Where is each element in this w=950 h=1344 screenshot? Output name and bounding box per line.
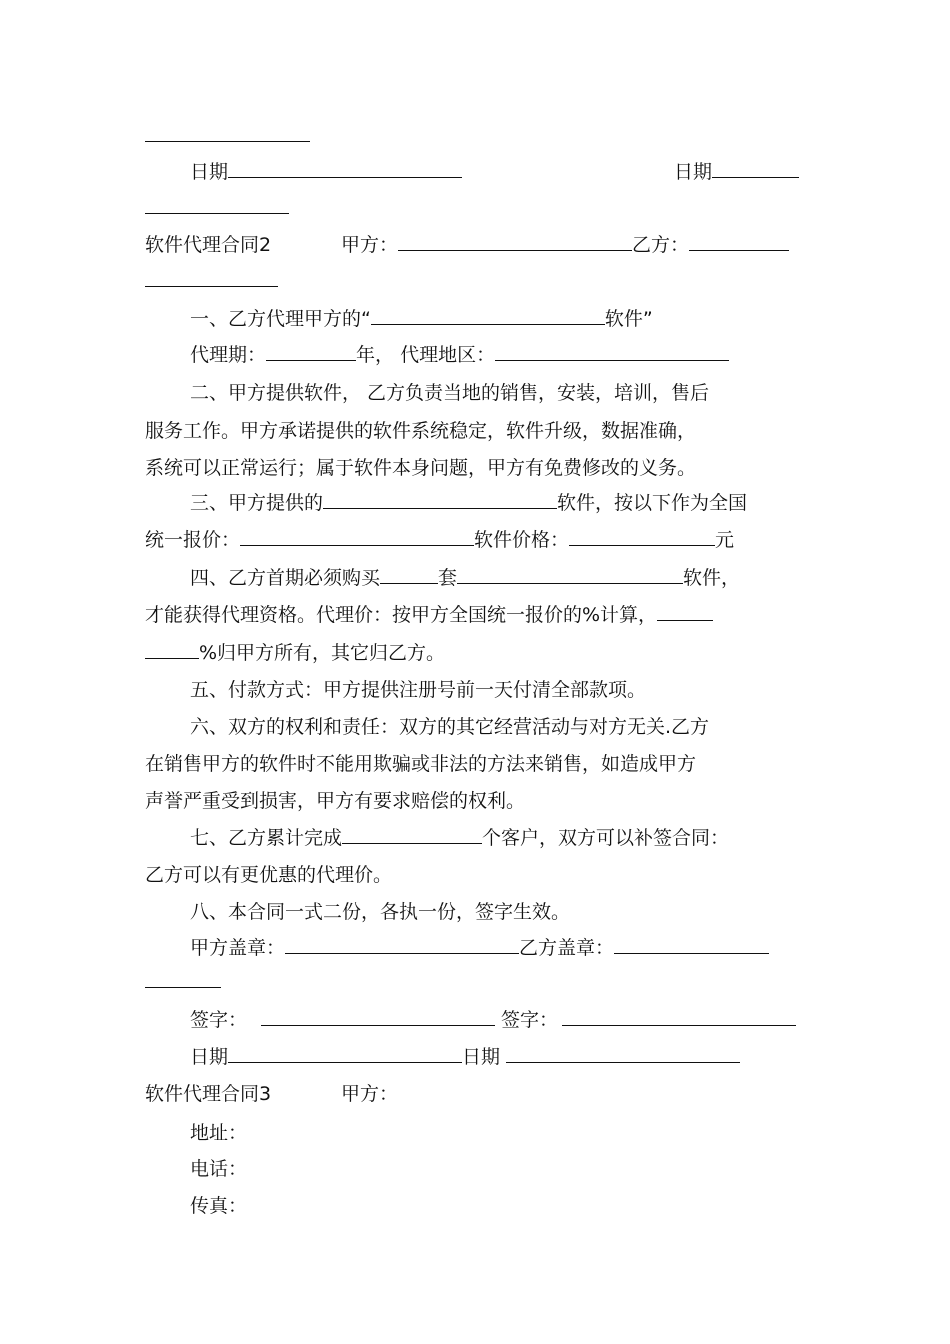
clause-1 [190,307,855,331]
date-label-b: 日期 [674,161,713,183]
phone-label: 电话： [190,1158,248,1180]
clause-4-line-2 [145,603,810,627]
clause-7-text-b: 个客户，双方可以补签合同： [482,827,730,849]
clause-6-line-3: 声誉严重受到损害，甲方有要求赔偿的权利。 [145,790,526,812]
region-label: 代理地区： [400,344,496,366]
contract3-heading: 软件代理合同3 [145,1083,272,1105]
clause-1-text-a: 一、乙方代理甲方的“ [190,308,371,330]
clause-4-line-1 [190,566,855,590]
blank-line [145,124,810,148]
blank-line [145,970,810,994]
sign-label-b: 签字： [501,1009,559,1031]
year-label: 年， [356,344,395,366]
period-label: 代理期： [190,344,267,366]
sign-row [190,1008,855,1032]
clause-3-text-c: 统一报价： [145,529,241,551]
clause-4-line-3 [145,641,810,665]
clause-4-text-c: 软件， [683,567,741,589]
party-a-seal-label: 甲方盖章： [190,937,286,959]
seal-row [190,936,855,960]
clause-3-text-b: 软件，按以下作为全国 [557,492,748,514]
party-b-label: 乙方： [632,234,690,256]
blank-line [145,269,810,293]
blank-line [145,196,810,220]
date-label-a: 日期 [190,1046,229,1068]
clause-2-line-1: 二、甲方提供软件， 乙方负责当地的销售，安装，培训，售后 [190,382,710,404]
clause-2-line-3: 系统可以正常运行；属于软件本身问题，甲方有免费修改的义务。 [145,457,697,479]
clause-6-line-2: 在销售甲方的软件时不能用欺骗或非法的方法来销售，如造成甲方 [145,753,697,775]
contract2-heading: 软件代理合同2 [145,234,272,256]
date-label-a: 日期 [190,161,229,183]
contract3-party-a-label: 甲方： [341,1083,399,1105]
clause-4-text-d: 才能获得代理资格。代理价：按甲方全国统一报价的%计算， [145,604,658,626]
contract2-date-row [190,1045,855,1069]
clause-4-text-e: %归甲方所有，其它归乙方。 [199,642,446,664]
clause-3-line-2 [145,528,810,552]
clause-7-line-1 [190,826,855,850]
clause-3-text-d: 软件价格： [474,529,570,551]
date-label-b: 日期 [462,1046,501,1068]
clause-3-text-a: 三、甲方提供的 [190,492,324,514]
fax-label: 传真： [190,1195,248,1217]
clause-2-line-2: 服务工作。甲方承诺提供的软件系统稳定，软件升级，数据准确， [145,420,697,442]
clause-3-line-1 [190,491,855,515]
clause-7-text-a: 七、乙方累计完成 [190,827,343,849]
clause-8: 八、本合同一式二份，各执一份，签字生效。 [190,901,571,923]
clause-4-text-b: 套 [438,567,458,589]
clause-1-text-b: 软件” [604,308,653,330]
clause-3-text-e: 元 [715,529,735,551]
clause-6-line-1: 六、双方的权利和责任：双方的其它经营活动与对方无关.乙方 [190,716,710,738]
agency-period-row [190,343,855,367]
clause-7-line-2: 乙方可以有更优惠的代理价。 [145,864,393,886]
contract3-heading-row [145,1082,810,1106]
address-label: 地址： [190,1122,248,1144]
party-a-label: 甲方： [341,234,399,256]
sign-label-a: 签字： [190,1009,248,1031]
party-b-seal-label: 乙方盖章： [519,937,615,959]
date-row [190,160,810,184]
contract2-heading-row [145,233,810,257]
clause-4-text-a: 四、乙方首期必须购买 [190,567,381,589]
clause-5: 五、付款方式：甲方提供注册号前一天付清全部款项。 [190,679,647,701]
